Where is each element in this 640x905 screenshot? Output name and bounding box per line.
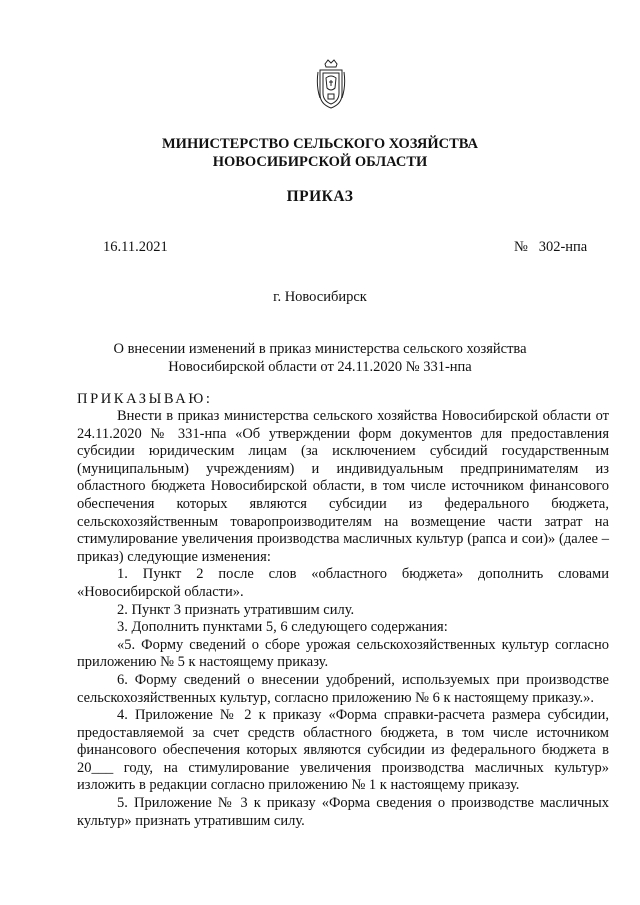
body-paragraph: 4. Приложение № 2 к приказу «Форма справки-расчета размера субсидии, предоставляемой за счет средств областного бюджета, в том числе источником финансового обеспечения которых являются субсидии из федерального бюджета в 20___ году, на стимулирование увеличения производства масличных культур» изложить в редакции согласно приложению № 1 к настоящему приказу. — [77, 707, 609, 794]
order-word: ПРИКАЗЫВАЮ: — [77, 391, 213, 407]
body-paragraph: 5. Приложение № 3 к приказу «Форма сведения о производстве масличных культур» признать утратившим силу. — [77, 795, 609, 829]
body-paragraph: 3. Дополнить пунктами 5, 6 следующего содержания: — [117, 619, 448, 636]
ministry-name — [0, 135, 640, 171]
document-city: г. Новосибирск — [273, 289, 367, 305]
body-paragraph: Внести в приказ министерства сельского хозяйства Новосибирской области от 24.11.2020 № 331-нпа «Об утверждении форм документов для предоставления субсидии юридическим лицам (за исключением субсидий государственным (муниципальным) учреждениям) и индивидуальным предпринимателям из областного бюджета Новосибирской области, в том числе источником финансового обеспечения которых являются субсидии из федерального бюджета, сельскохозяйственным товаропроизводителям на возмещение части затрат на стимулирование увеличения производства масличных культур (рапса и сои)» (далее – приказ) следующие изменения: — [77, 408, 609, 565]
body-paragraph: 6. Форму сведений о внесении удобрений, используемых при производстве сельскохозяйственных культур, согласно приложению № 6 к настоящему приказу.». — [77, 671, 609, 706]
document-body — [77, 408, 609, 830]
ministry-name-line-2: НОВОСИБИРСКОЙ ОБЛАСТИ — [212, 154, 428, 170]
document-number: № 302-нпа — [514, 239, 588, 255]
document-type: ПРИКАЗ — [286, 188, 354, 205]
subject-line-1: О внесении изменений в приказ министерства сельского хозяйства — [113, 341, 527, 357]
subject-line-2: Новосибирской области от 24.11.2020 № 331-нпа — [168, 359, 472, 375]
body-paragraph: 2. Пункт 3 признать утратившим силу. — [117, 601, 355, 618]
ministry-name-line-1: МИНИСТЕРСТВО СЕЛЬСКОГО ХОЗЯЙСТВА — [162, 136, 478, 152]
body-paragraph: 1. Пункт 2 после слов «областного бюджета» дополнить словами «Новосибирской области». — [77, 566, 609, 600]
body-paragraph: «5. Форму сведений о сборе урожая сельскохозяйственных культур согласно приложению № 5 к настоящему приказу. — [77, 636, 609, 671]
document-subject — [0, 340, 640, 376]
coat-of-arms-icon — [316, 58, 346, 112]
document-date: 16.11.2021 — [103, 239, 168, 255]
